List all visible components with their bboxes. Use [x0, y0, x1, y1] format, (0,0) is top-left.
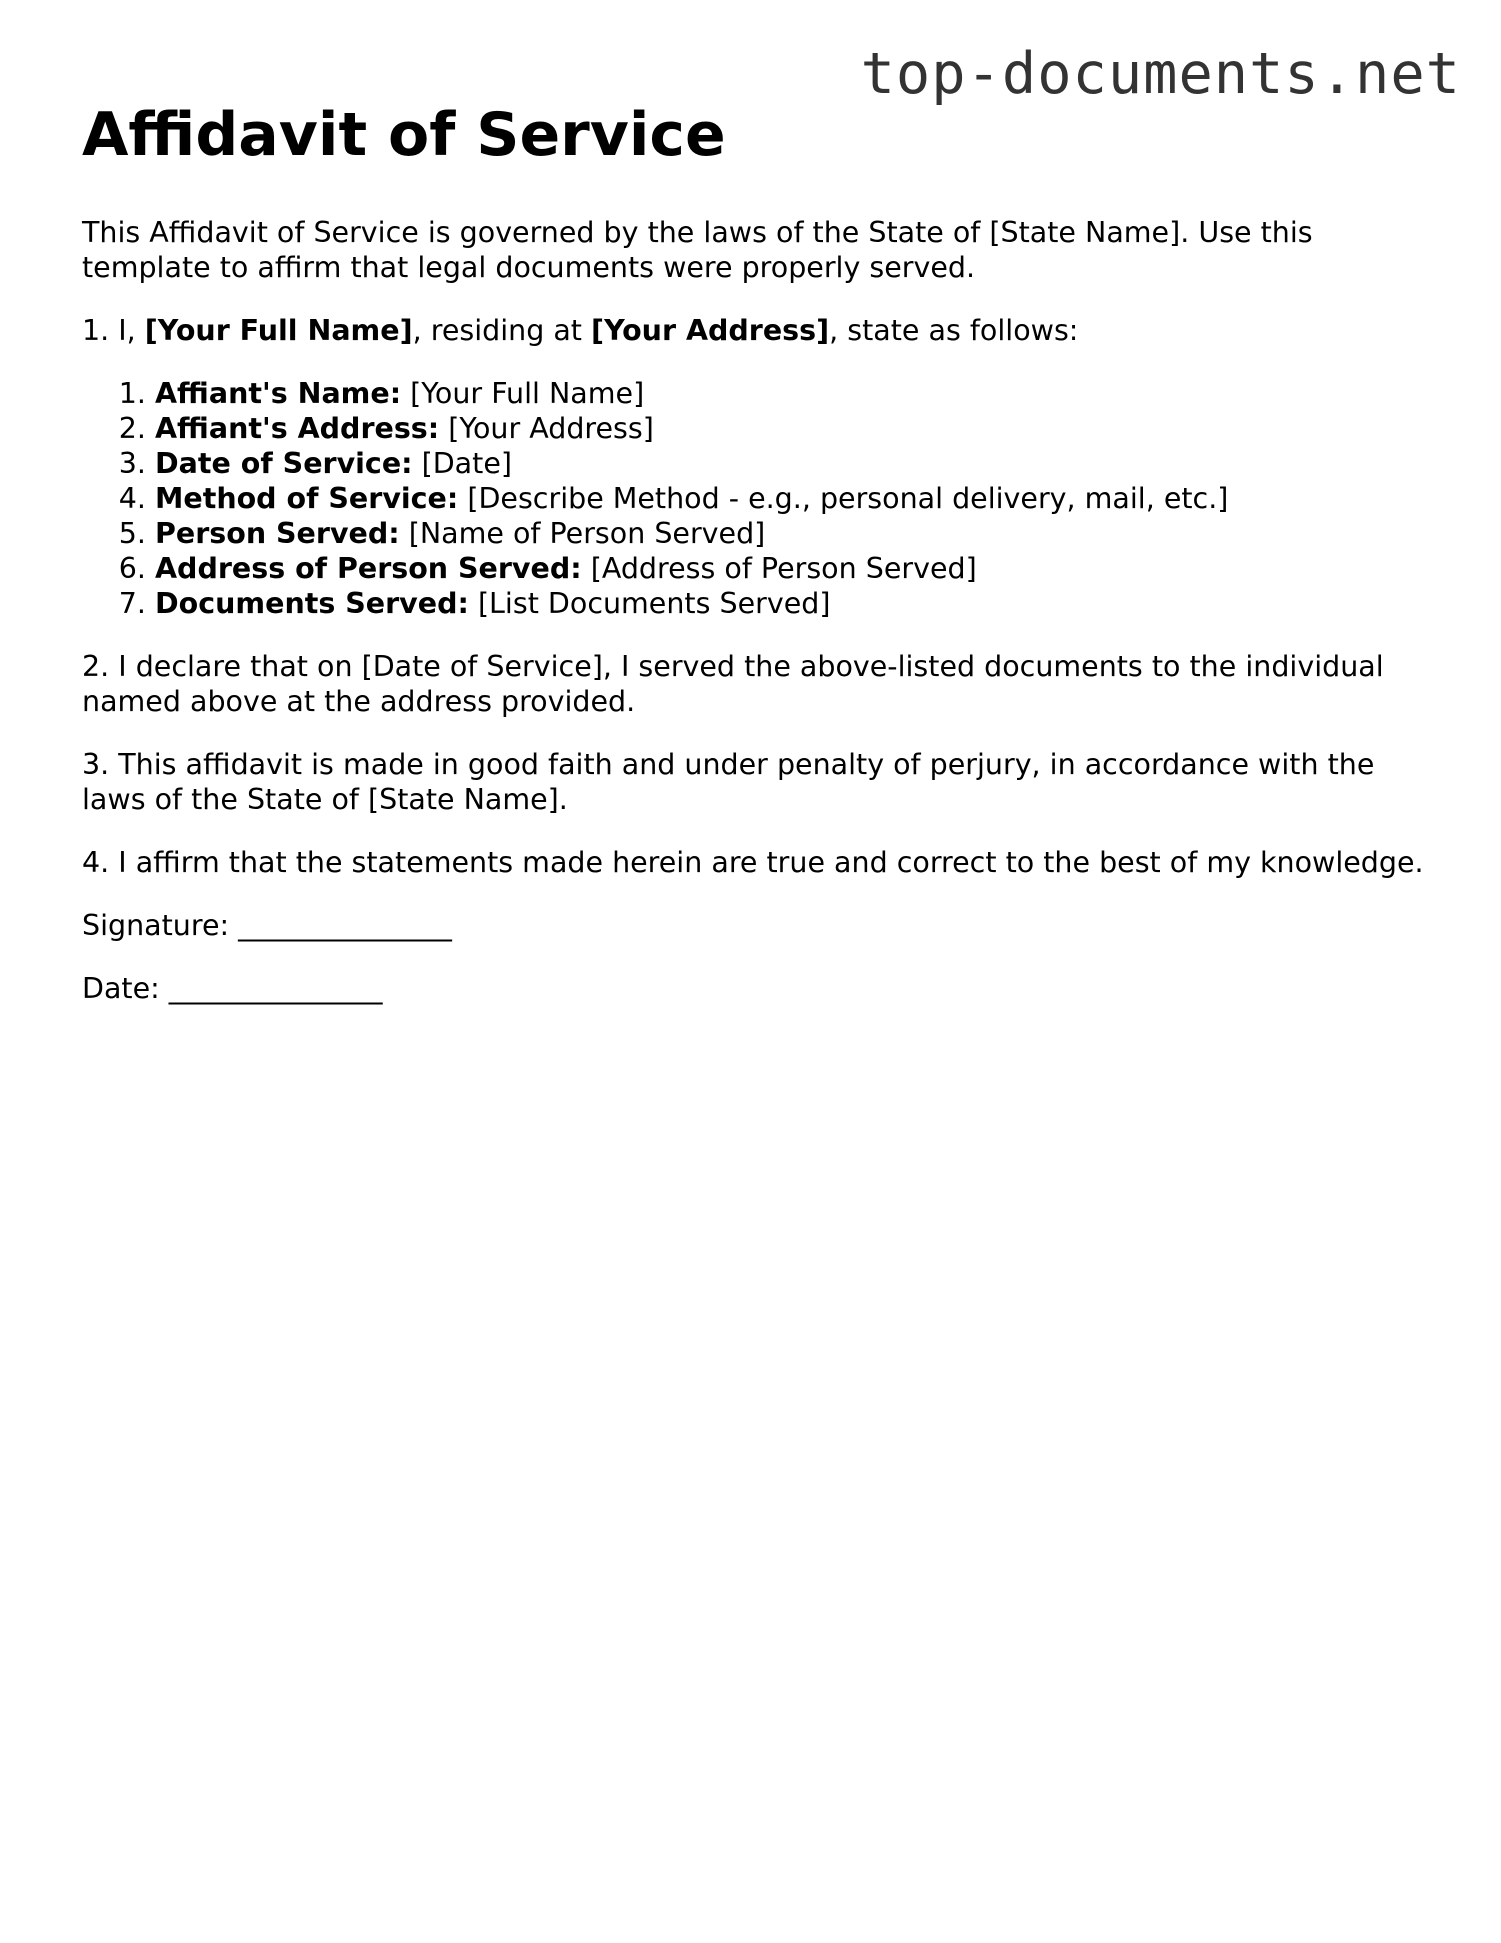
- list-item-value: [Date]: [421, 446, 512, 480]
- list-item-label: Date of Service:: [155, 446, 413, 480]
- statement-1-middle: , residing at: [412, 313, 592, 347]
- statement-1: [82, 313, 1442, 348]
- list-item-label: Documents Served:: [155, 586, 469, 620]
- list-item-method-of-service: [155, 481, 1442, 516]
- statement-1-address: [Your Address]: [591, 313, 830, 347]
- list-item-label: Affiant's Name:: [155, 376, 402, 410]
- list-item-label: Person Served:: [155, 516, 400, 550]
- list-item-date-of-service: [155, 446, 1442, 481]
- list-item-value: [List Documents Served]: [477, 586, 831, 620]
- statement-4: 4. I affirm that the statements made herein are true and correct to the best of my knowledge.: [82, 845, 1424, 879]
- list-item-label: Affiant's Address:: [155, 411, 440, 445]
- list-item-label: Method of Service:: [155, 481, 459, 515]
- document-title: Affidavit of Service: [82, 100, 726, 170]
- list-item-value: [Address of Person Served]: [590, 551, 977, 585]
- list-item-value: [Your Address]: [448, 411, 654, 445]
- list-item-value: [Name of Person Served]: [408, 516, 766, 550]
- list-item-documents-served: [155, 586, 1442, 621]
- list-item-value: [Your Full Name]: [410, 376, 645, 410]
- list-item-address-of-person-served: [155, 551, 1442, 586]
- list-item-label: Address of Person Served:: [155, 551, 582, 585]
- details-list: [82, 376, 1442, 621]
- statement-2: 2. I declare that on [Date of Service], I served the above-listed documents to the individual named above at the address provided.: [82, 649, 1384, 718]
- list-item-value: [Describe Method - e.g., personal delivery, mail, etc.]: [467, 481, 1229, 515]
- watermark-text: top-documents.net: [860, 41, 1461, 107]
- statement-1-prefix: 1. I,: [82, 313, 145, 347]
- statement-1-name: [Your Full Name]: [144, 313, 413, 347]
- date-line: Date: _______________: [82, 971, 383, 1005]
- intro-paragraph: This Affidavit of Service is governed by the laws of the State of [State Name]. Use this template to affirm that legal documents were properly served.: [82, 215, 1313, 284]
- list-item-affiant-address: [155, 411, 1442, 446]
- list-item-affiant-name: [155, 376, 1442, 411]
- statement-3: 3. This affidavit is made in good faith and under penalty of perjury, in accordance with the laws of the State of [State Name].: [82, 747, 1375, 816]
- list-item-person-served: [155, 516, 1442, 551]
- statement-1-suffix: , state as follows:: [829, 313, 1079, 347]
- document-body: [82, 100, 1442, 1034]
- signature-line: Signature: _______________: [82, 908, 452, 942]
